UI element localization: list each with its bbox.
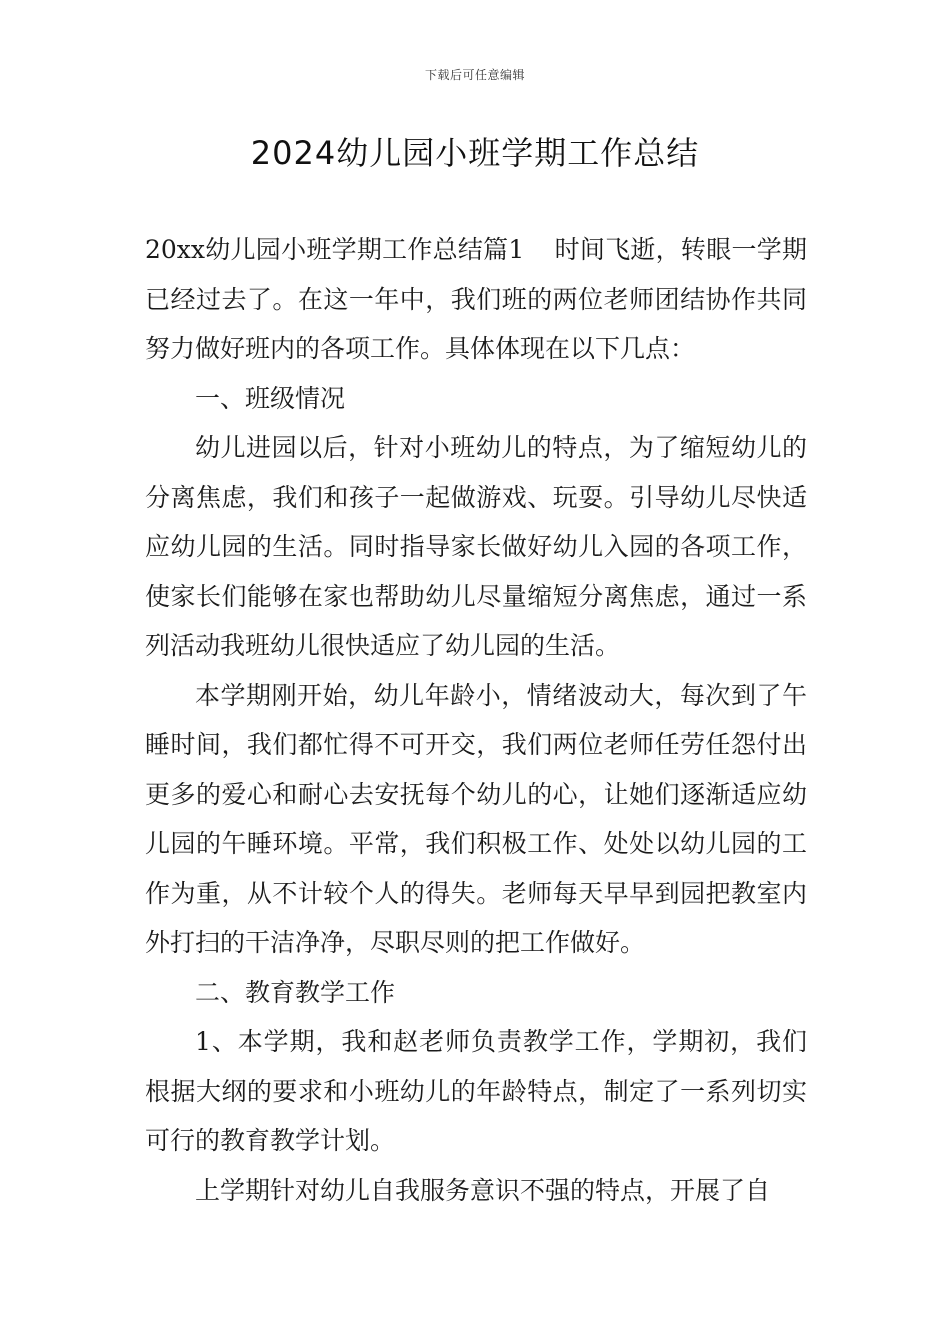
intro-paragraph — [145, 225, 807, 374]
paragraph-teaching-plan: 1、本学期，我和赵老师负责教学工作，学期初，我们根据大纲的要求和小班幼儿的年龄特点，制定了一系列切实可行的教育教学计划。 — [145, 1027, 807, 1155]
paragraph-nap-time: 本学期刚开始，幼儿年龄小，情绪波动大，每次到了午睡时间，我们都忙得不可开交，我们两位老师任劳任怨付出更多的爱心和耐心去安抚每个幼儿的心，让她们逐渐适应幼儿园的午睡环境。平常，我们积极工作、处处以幼儿园的工作为重，从不计较个人的得失。老师每天早早到园把教室内外打扫的干洁净净，尽职尽则的把工作做好。 — [145, 680, 807, 957]
document-title: 2024幼儿园小班学期工作总结 — [250, 134, 700, 172]
header-note: 下载后可任意编辑 — [424, 68, 525, 82]
paragraph-self-service: 上学期针对幼儿自我服务意识不强的特点，开展了自 — [195, 1175, 771, 1205]
section-heading-class-situation: 一、班级情况 — [195, 383, 346, 413]
paragraph-adaptation: 幼儿进园以后，针对小班幼儿的特点，为了缩短幼儿的分离焦虑，我们和孩子一起做游戏、玩耍。引导幼儿尽快适应幼儿园的生活。同时指导家长做好幼儿入园的各项工作，使家长们能够在家也帮助幼儿尽量缩短分离焦虑，通过一系列活动我班幼儿很快适应了幼儿园的生活。 — [145, 433, 807, 660]
intro-text: 时间飞逝，转眼一学期已经过去了。在这一年中，我们班的两位老师团结协作共同努力做好班内的各项工作。具体体现在以下几点： — [145, 235, 807, 363]
article-lead-title: 20xx幼儿园小班学期工作总结篇1 — [145, 235, 525, 264]
document-body — [145, 225, 807, 1215]
section-heading-teaching-work: 二、教育教学工作 — [195, 977, 396, 1007]
